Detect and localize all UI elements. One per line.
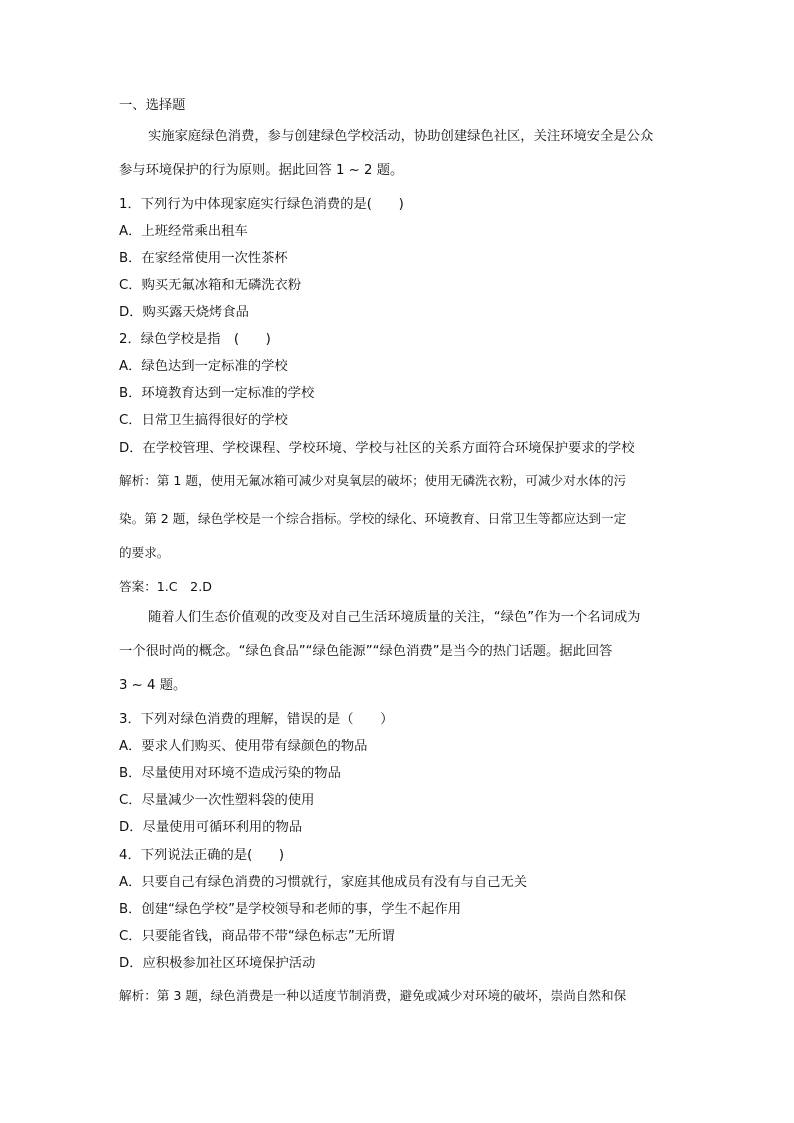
question-2-option-a: A．绿色达到一定标准的学校 <box>119 359 288 374</box>
question-1-option-d: D．购买露天烧烤食品 <box>119 305 249 320</box>
question-3-option-c: C．尽量减少一次性塑料袋的使用 <box>119 793 315 808</box>
section-title: 一、选择题 <box>119 98 186 113</box>
analysis-1-line-2: 染。第 2 题，绿色学校是一个综合指标。学校的绿化、环境教育、日常卫生等都应达到一定 <box>119 511 627 526</box>
question-2-option-b: B．环境教育达到一定标准的学校 <box>119 386 315 401</box>
question-4-option-b: B．创建“绿色学校”是学校领导和老师的事，学生不起作用 <box>119 902 462 917</box>
intro-paragraph-2-line-3: 3 ~ 4 题。 <box>119 678 187 693</box>
question-3-stem: 3．下列对绿色消费的理解，错误的是（ ） <box>119 712 394 727</box>
question-3-option-b: B．尽量使用对环境不造成污染的物品 <box>119 766 341 781</box>
intro-paragraph-1-line-2: 参与环境保护的行为原则。据此回答 1 ~ 2 题。 <box>119 163 404 178</box>
answer-1: 答案：1.C 2.D <box>119 579 212 594</box>
question-4-option-c: C．只要能省钱，商品带不带“绿色标志”无所谓 <box>119 929 395 944</box>
question-3-option-a: A．要求人们购买、使用带有绿颜色的物品 <box>119 739 368 754</box>
question-1-option-a: A．上班经常乘出租车 <box>119 224 248 239</box>
question-4-stem: 4．下列说法正确的是( ) <box>119 848 285 863</box>
analysis-2-line-1: 解析：第 3 题，绿色消费是一种以适度节制消费，避免或减少对环境的破坏，崇尚自然和保 <box>119 988 627 1003</box>
question-4-option-d: D．应积极参加社区环境保护活动 <box>119 956 316 971</box>
intro-paragraph-2-line-2: 一个很时尚的概念。“绿色食品”“绿色能源”“绿色消费”是当今的热门话题。据此回答 <box>119 644 613 659</box>
question-2-option-d: D．在学校管理、学校课程、学校环境、学校与社区的关系方面符合环境保护要求的学校 <box>119 441 635 456</box>
question-3-option-d: D．尽量使用可循环利用的物品 <box>119 820 303 835</box>
intro-paragraph-2-line-1: 随着人们生态价值观的改变及对自己生活环境质量的关注，“绿色”作为一个名词成为 <box>148 610 641 625</box>
question-2-option-c: C．日常卫生搞得很好的学校 <box>119 413 288 428</box>
analysis-1-line-1: 解析：第 1 题，使用无氟冰箱可减少对臭氧层的破坏；使用无磷洗衣粉，可减少对水体的污 <box>119 473 627 488</box>
question-1-stem: 1．下列行为中体现家庭实行绿色消费的是( ) <box>119 197 404 212</box>
question-1-option-b: B．在家经常使用一次性茶杯 <box>119 251 288 266</box>
question-4-option-a: A．只要自己有绿色消费的习惯就行，家庭其他成员有没有与自己无关 <box>119 875 528 890</box>
question-2-stem: 2．绿色学校是指 ( ) <box>119 332 271 347</box>
analysis-1-line-3: 的要求。 <box>119 545 170 560</box>
question-1-option-c: C．购买无氟冰箱和无磷洗衣粉 <box>119 278 302 293</box>
intro-paragraph-1-line-1: 实施家庭绿色消费，参与创建绿色学校活动，协助创建绿色社区，关注环境安全是公众 <box>148 129 654 144</box>
